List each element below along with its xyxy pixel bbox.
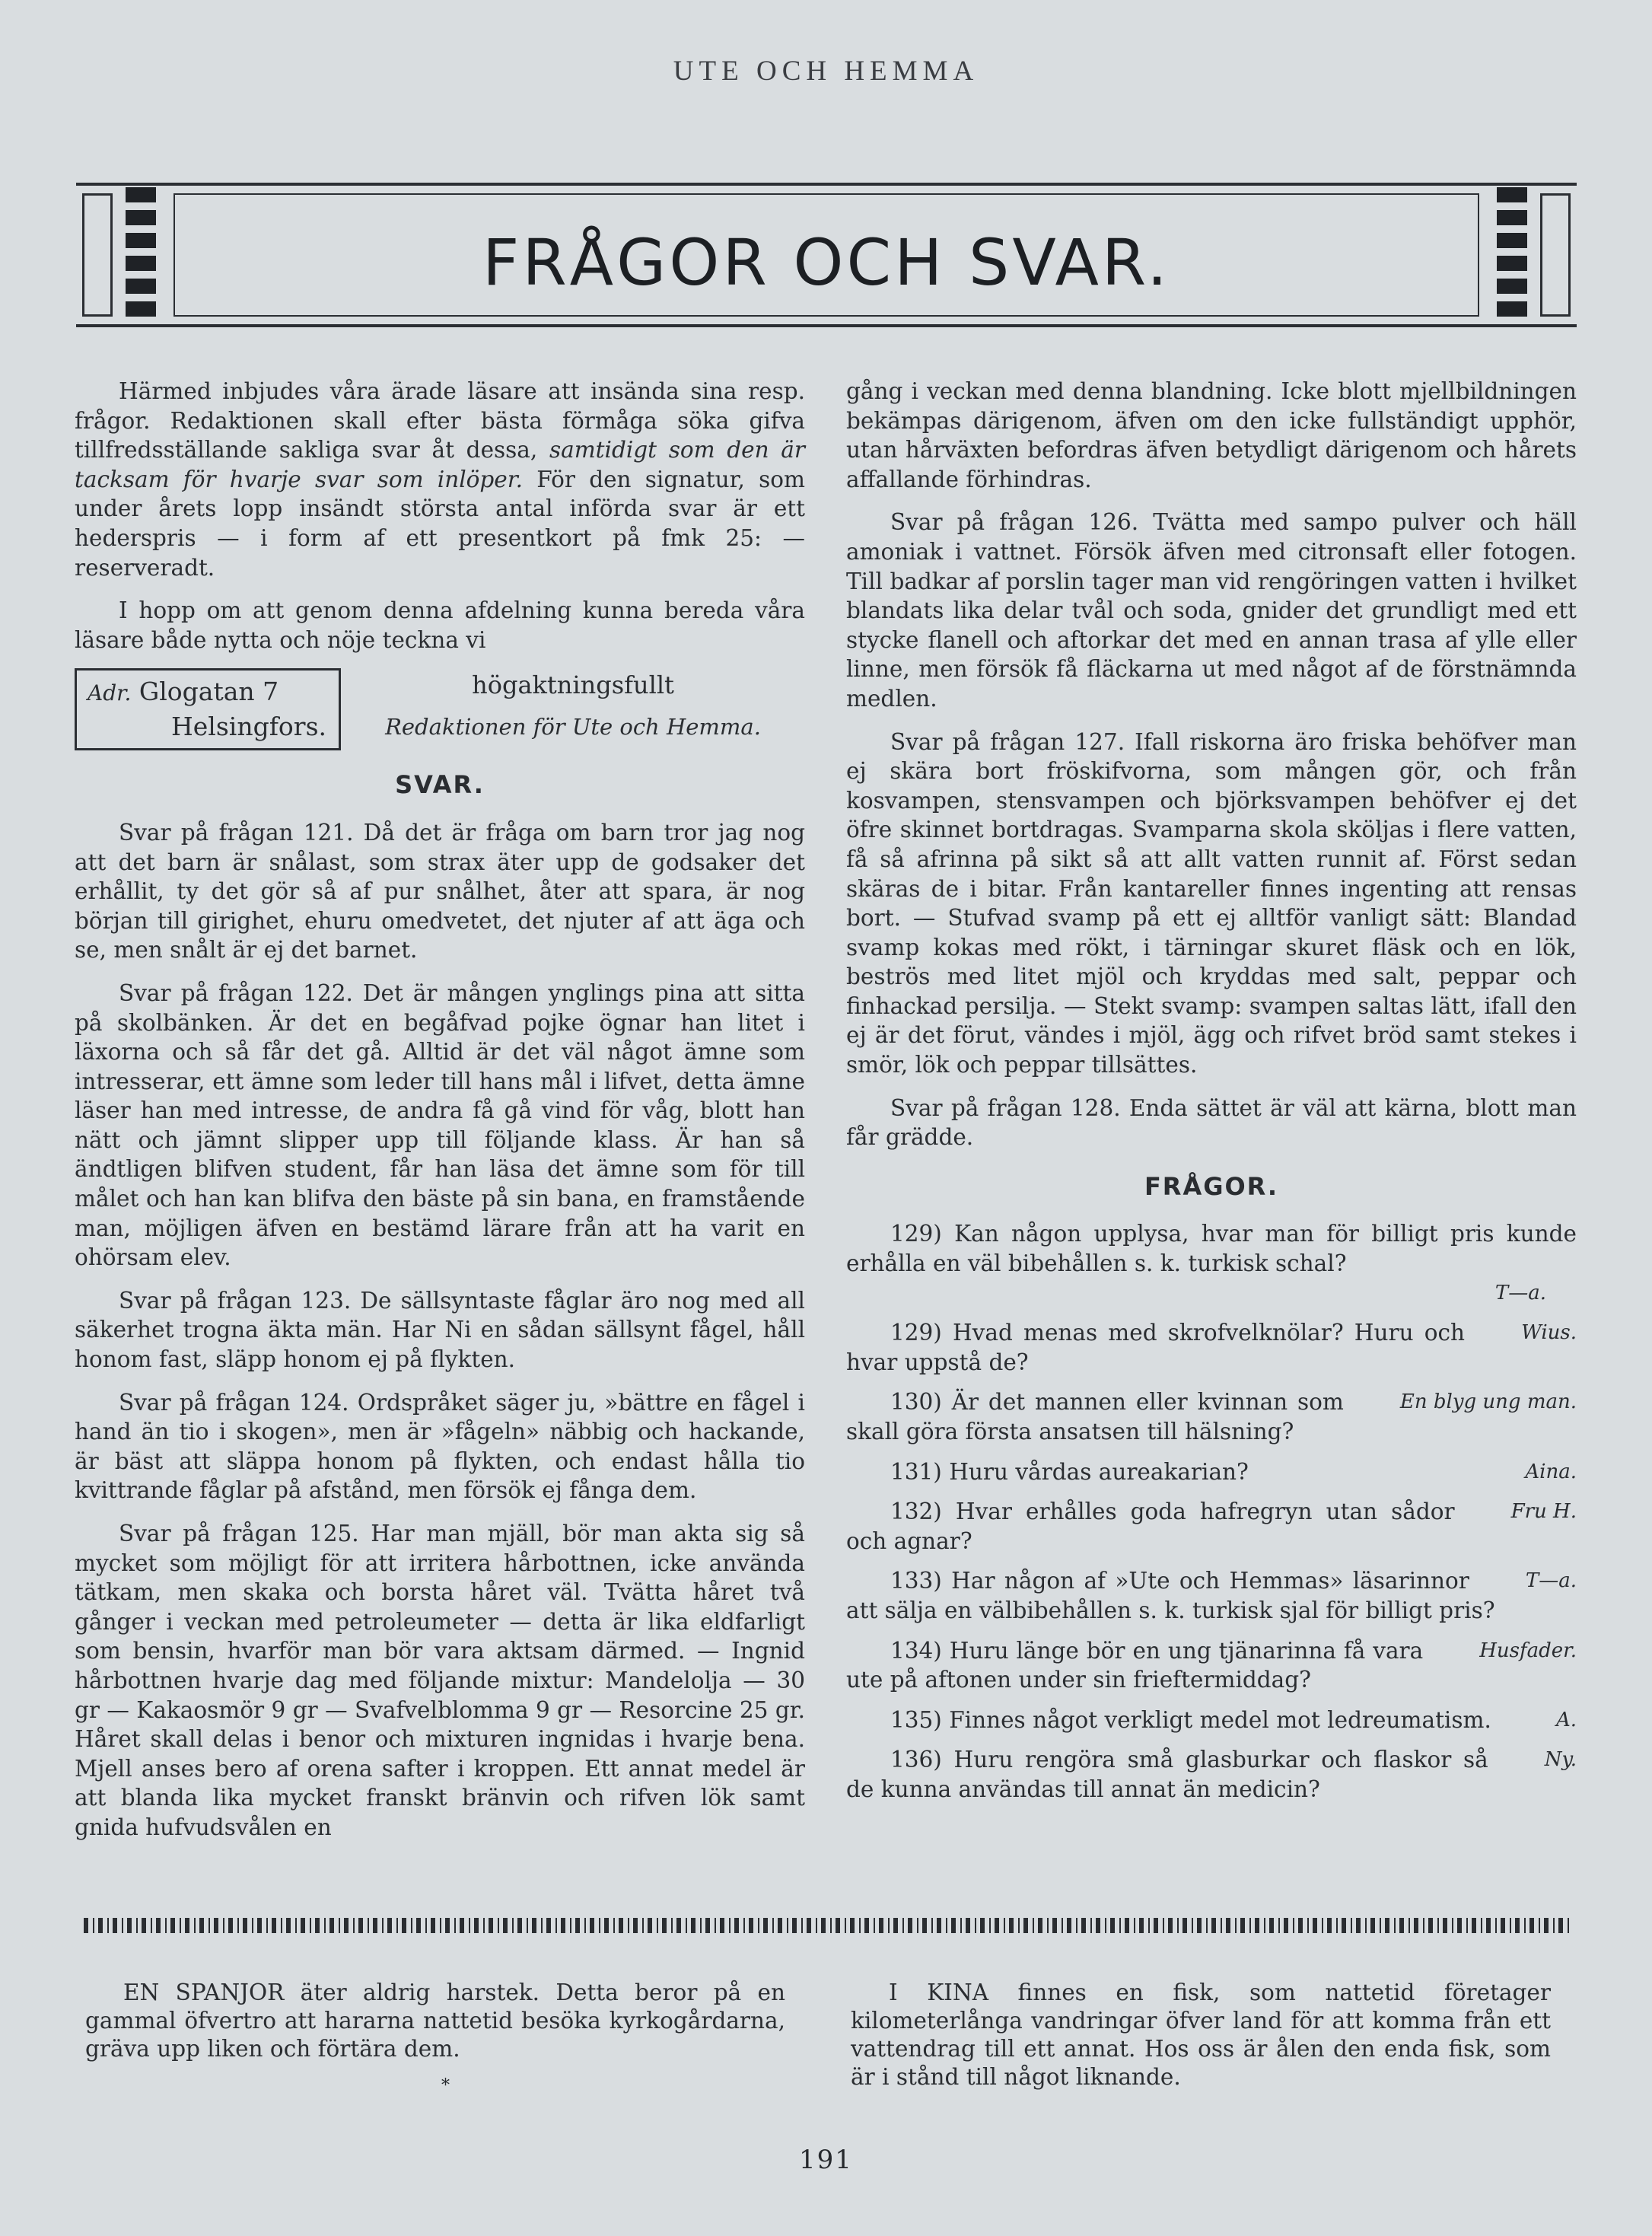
- answer-paragraph: Svar på frågan 124. Ordspråket säger ju, »bättre en fågel i hand än tio i skogen», men är »fågeln» näbbig och hackande, är bäst att släppa honom på flykten, och endast hålla tio kvittrande fåglar på afstånd, men försök ej fånga dem.: [75, 1389, 805, 1504]
- frame-rule: [173, 193, 1479, 195]
- footer-note-right: [851, 1979, 1551, 2091]
- answer-paragraph: Svar på frågan 122. Det är mången ynglings pina att sitta på skolbänken. Är det en begåfvad pojke ögnar han litet i läxorna och så får det gå. Alltid är det väl något ämne som intresserar, ett ämne som leder till hans mål i lifvet, detta ämne läser han med intresse, de andra få gå vind för våg, blott han nätt och jämnt slipper upp till följande klass. Är han så ändtligen blifven student, får han läsa det ämne som för till målet och han kan blifva den bäste på sin bana, en framstående man, möjligen äfven en bestämd lärare från att ha varit en ohörsam elev.: [75, 979, 805, 1271]
- question-item: En blyg ung man. 130) Är det mannen eller kvinnan som skall göra första ansatsen till hälsning?: [846, 1389, 1577, 1444]
- frame-rule: [76, 324, 1577, 327]
- question-signature: En blyg ung man.: [1399, 1390, 1577, 1414]
- answer-paragraph: gång i veckan med denna blandning. Icke blott mjellbildningen bekämpas därigenom, äfven om den icke fullständigt upphör, utan hårväxten befordras äfven betydligt därigenom och hårets affallande förhindras.: [846, 378, 1577, 492]
- question-item: Wius. 129) Hvad menas med skrofvelknölar? Huru och hvar uppstå de?: [846, 1320, 1577, 1375]
- answer-paragraph: Svar på frågan 126. Tvätta med sampo pulver och häll amoniak i vattnet. Försök äfven med citronsaft eller fotogen. Till badkar af porslin tager man vid rengöringen vatten i hvilket blandats lika delar tvål och soda, gnider det grundligt med ett stycke flanell och aftorkar det med en annan trasa af ylle eller linne, men försök få fläckarna ut med något af de förstnämnda medlen.: [846, 509, 1577, 712]
- question-item: Ny. 136) Huru rengöra små glasburkar och flaskor så de kunna användas till annat än medicin?: [846, 1747, 1577, 1802]
- address-street: Glogatan 7: [138, 677, 279, 707]
- editor-name: Redaktionen för Ute och Hemma.: [385, 714, 761, 741]
- intro-paragraph: Härmed inbjudes våra ärade läsare att insända sina resp. frågor. Redaktionen skall efter bästa förmåga söka gifva tillfredsställande sakliga svar åt dessa, samtidigt som den är tacksam för hvarje svar som inlöper. För den signatur, som under årets lopp insändt största antal införda svar är ett hederspris — i form af ett presentkort på fmk 25: — reserveradt.: [75, 378, 806, 581]
- page-number: 191: [799, 2145, 853, 2175]
- greeting: högaktningsfullt: [472, 670, 674, 700]
- title-frame: [76, 183, 1577, 327]
- footer-note-text: EN SPANJOR äter aldrig harstek. Detta beror på en gammal öfvertro att hararna nattetid besöka kyrkogårdarna, gräva upp liken och förtära dem.: [85, 1980, 785, 2062]
- page-title: FRÅGOR OCH SVAR.: [482, 225, 1170, 300]
- question-signature: A.: [1555, 1708, 1577, 1731]
- question-item: Aina. 131) Huru vårdas aureakarian?: [846, 1457, 1577, 1487]
- question-item: T—a. 133) Har någon af »Ute och Hemmas» läsarinnor att sälja en välbibehållen s. k. turkisk sjal för billigt pris?: [846, 1568, 1577, 1623]
- question-item: A. 135) Finnes något verkligt medel mot ledreumatism.: [846, 1706, 1577, 1735]
- frame-rule: [173, 315, 1479, 317]
- question-item: 129) Kan någon upplysa, hvar man för billigt pris kunde erhålla en väl bibehållen s. k. turkisk schal? T—a.: [846, 1219, 1577, 1308]
- ornamental-divider: [84, 1918, 1571, 1933]
- answer-paragraph: Svar på frågan 121. Då det är fråga om barn tror jag nog att det barn är snålast, som strax äter upp de godsaker det erhållit, ty det gör så af pur snålhet, åter att spara, är nog början till girighet, ehuru omedvetet, det njuter af att äga och se, men snålt är ej det barnet.: [75, 819, 805, 964]
- address-box: [75, 668, 341, 750]
- right-column: [846, 377, 1577, 1815]
- running-head: UTE OCH HEMMA: [673, 56, 979, 87]
- question-signature: Fru H.: [1510, 1500, 1577, 1524]
- question-signature: Husfader.: [1479, 1639, 1577, 1662]
- footer-note-text: I KINA finnes en fisk, som nattetid företager kilometerlånga vandringar öfver land för att komma från ett vattendrag till ett annat. Hos oss är ålen den enda fisk, som är i stånd till något liknande.: [851, 1980, 1551, 2090]
- address-label: Adr.: [88, 680, 132, 706]
- editor-signature: [341, 668, 805, 742]
- footer-note-left: [85, 1979, 785, 2063]
- question-signature: Wius.: [1521, 1321, 1577, 1345]
- fragor-heading: FRÅGOR.: [1144, 1171, 1279, 1201]
- question-signature: Ny.: [1544, 1748, 1577, 1772]
- svar-heading: SVAR.: [395, 770, 485, 800]
- answer-paragraph: Svar på frågan 128. Enda sättet är väl att kärna, blott man får grädde.: [846, 1094, 1577, 1151]
- asterisk-separator: *: [441, 2076, 450, 2095]
- question-item: Husfader. 134) Huru länge bör en ung tjänarinna få vara ute på aftonen under sin frieftermiddag?: [846, 1637, 1577, 1693]
- address-city: Helsingfors.: [170, 712, 326, 742]
- answer-paragraph: Svar på frågan 123. De sällsyntaste fåglar äro nog med all säkerhet trogna äkta män. Har Ni en sådan sällsynt fågel, håll honom fast, släpp honom ej på flykten.: [75, 1287, 805, 1373]
- question-signature: Aina.: [1525, 1460, 1577, 1483]
- frame-rule: [76, 183, 1577, 186]
- question-signature: T—a.: [1525, 1569, 1577, 1593]
- answer-paragraph: Svar på frågan 127. Ifall riskorna äro friska behöfver man ej skära bort fröskifvorna, som mången gör, och från kosvampen, stensvampen och björksvampen behöfver ej det öfre skinnet bortdragas. Svamparna skola sköljas i flere vatten, få så afrinna på sikt så att allt vatten runnit af. Först sedan skäras de i bitar. Från kantareller finnes ingenting att rensas bort. — Stufvad svamp på ett ej alltför vanligt sätt: Blandad svamp kokas med rökt, i tärningar skuret fläsk och en lök, beströs med litet mjöl och kryddas med salt, peppar och finhackad persilja. — Stekt svamp: svampen saltas lätt, ifall den ej är det förut, vändes i mjöl, ägg och rifvet bröd samt stekes i smör, lök och peppar tillsättes.: [846, 728, 1577, 1078]
- left-column: [75, 377, 805, 1856]
- intro-paragraph: I hopp om att genom denna afdelning kunna bereda våra läsare både nytta och nöje teckna vi: [75, 597, 805, 653]
- question-item: Fru H. 132) Hvar erhålles goda hafregryn utan sådor och agnar?: [846, 1499, 1577, 1554]
- answer-paragraph: Svar på frågan 125. Har man mjäll, bör man akta sig så mycket som möjligt för att irritera hårbottnen, icke använda tätkam, men skaka och borsta håret väl. Tvätta håret två gånger i veckan med petroleumeter — detta är lika eldfarligt som bensin, hvarför man bör vara aktsam därmed. — Ingnid hårbottnen hvarje dag med följande mixtur: Mandelolja — 30 gr — Kakaosmör 9 gr — Svafvelblomma 9 gr — Resorcine 25 gr. Håret skall delas i benor och mixturen ingnidas i hvarje bena. Mjell anses bero af orena safter i kroppen. Ett annat medel är att blanda lika mycket franskt bränvin och rifven lök samt gnida hufvudsvålen en: [75, 1521, 805, 1840]
- signature-block: [75, 668, 805, 750]
- question-signature: T—a.: [1494, 1281, 1546, 1304]
